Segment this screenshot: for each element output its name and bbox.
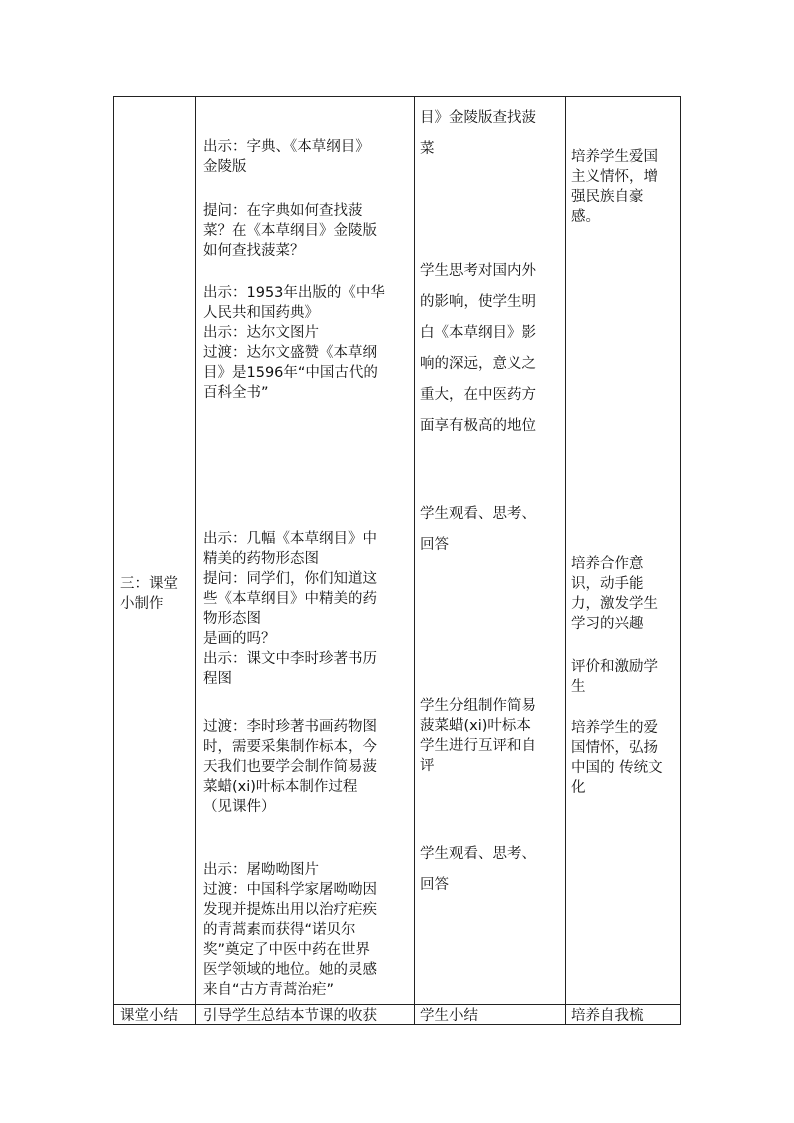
teacher-activity-3: 出示：1953年出版的《中华 人民共和国药典》 出示：达尔文图片 过渡：达尔文盛赞《本草纲 目》是1596年“中国古代的 百科全书” [203,285,385,401]
stage-label: 三：课堂 小制作 [120,576,178,612]
student-activity-4: 学生分组制作简易 菠菜蜡(xi)叶标本 学生进行互评和自 评 [420,698,536,774]
column-divider-1 [195,97,196,1024]
teacher-activity-4: 出示：几幅《本草纲目》中 精美的药物形态图 提问：同学们，你们知道这 些《本草纲目》中精美的药 物形态图 是画的吗？ 出示：课文中李时珍著书历 程图 [203,531,377,687]
teacher-activity-5: 过渡：李时珍著书画药物图 时，需要采集制作标本，今 天我们也要学会制作简易菠 菜蜡(xi)叶标本制作过程 （见课件） [203,719,377,815]
student-activity-5: 学生观看、思考、 回答 [420,846,536,893]
teacher-activity-2: 提问：在字典如何查找菠 菜？在《本草纲目》金陵版 如何查找菠菜？ [203,203,377,259]
teacher-activity-1: 出示：字典、《本草纲目》 金陵版 [203,139,370,175]
student-activity-1: 目》金陵版查找菠 菜 [420,110,536,157]
purpose-1: 培养学生爱国 主义情怀，增 强民族自豪 感。 [571,149,658,225]
column-divider-3 [565,97,566,1024]
teacher-activity-6: 出示：屠呦呦图片 过渡：中国科学家屠呦呦因 发现并提炼出用以治疗疟疾 的青蒿素而获得“诺贝尔 奖”奠定了中医中药在世界 医学领域的地位。她的灵感 来自“古方青蒿治疟” [203,862,377,998]
student-activity-2: 学生思考对国内外 的影响，使学生明 白《本草纲目》影 响的深远，意义之 重大，在中医药方 面享有极高的地位 [420,263,536,434]
lesson-plan-table [113,96,681,1025]
student-activity-3: 学生观看、思考、 回答 [420,506,536,553]
summary-purpose: 培养自我梳 [571,1008,644,1024]
summary-teacher: 引导学生总结本节课的收获 [203,1008,377,1024]
summary-stage: 课堂小结 [120,1008,178,1024]
purpose-4: 培养学生的爱 国情怀，弘扬 中国的 传统文 化 [571,720,663,796]
column-divider-2 [414,97,415,1024]
summary-student: 学生小结 [420,1008,478,1024]
purpose-2: 培养合作意 识，动手能 力，激发学生 学习的兴趣 [571,556,658,632]
row-divider [114,1004,680,1005]
purpose-3: 评价和激励学 生 [571,659,658,695]
